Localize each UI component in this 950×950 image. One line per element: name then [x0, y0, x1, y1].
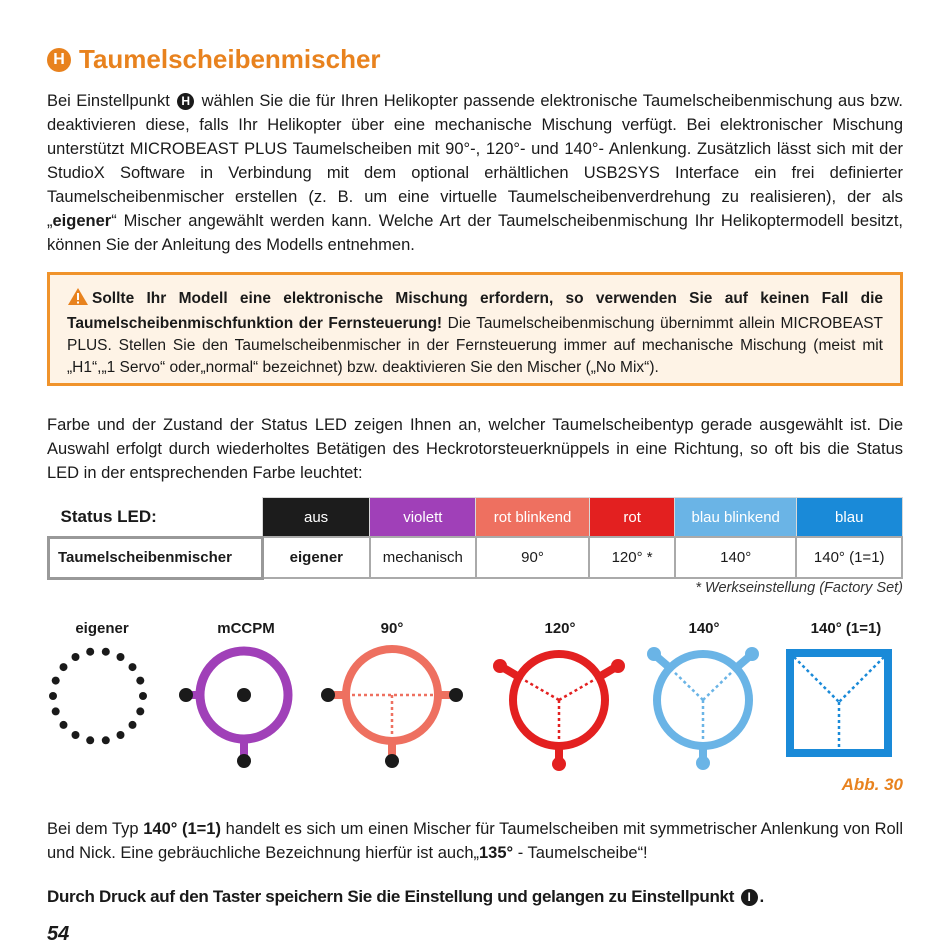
eigener-dot [60, 721, 68, 729]
final-instruction: Durch Druck auf den Taster speichern Sie die Einstellung und gelangen zu Einstellpunkt I . [47, 887, 764, 906]
page-number: 54 [47, 923, 70, 945]
factory-setting-note: * Werkseinstellung (Factory Set) [695, 580, 903, 596]
led-color-row [49, 498, 903, 538]
section-heading [47, 44, 381, 75]
ninety-servo-left [321, 688, 335, 702]
eigener-dot [72, 731, 80, 739]
eigener-dot [102, 648, 110, 656]
mixer-cell-120: 120° * [589, 537, 675, 578]
mccpm-servo-bottom [237, 754, 251, 768]
led-cell-blau-blinkend: blau blinkend [675, 498, 797, 538]
eigener-dot [136, 677, 144, 685]
onetwenty-servo-bottom [552, 757, 566, 771]
mixer-type-row [49, 537, 903, 578]
diagram-label-mccpm: mCCPM [217, 620, 275, 637]
eigener-dot [129, 721, 137, 729]
eigener-dot [136, 707, 144, 715]
eigener-dot [86, 648, 94, 656]
onefourty-line-left [670, 668, 703, 700]
square-line-left [794, 657, 839, 702]
diagram-label-90: 90° [380, 620, 404, 637]
warning-icon [67, 287, 89, 313]
eigener-dot [139, 692, 147, 700]
warning-text: Sollte Ihr Modell eine elektronische Mischung erfordern, so verwenden Sie auf keinen Fall die Taumelscheibenmischfunktion der Fernsteuerung! Die Taumelscheibenmischung übernimmt allein MICROBEAST PLUS. Stellen Sie den Taumelscheibenmischer in der Fernsteuerung immer auf mechanische Mischung (meist mit „H1“,„1 Servo“ oder„normal“ bezeichnet) bzw. deaktivieren Sie den Mischer („No Mix“). [67, 287, 883, 379]
eigener-dot [52, 707, 60, 715]
mixer-cell-mechanisch: mechanisch [370, 537, 476, 578]
mixer-label: Taumelscheibenmischer [49, 537, 263, 578]
status-led-label: Status LED: [60, 506, 157, 526]
heading-title: Taumelscheibenmischer [79, 44, 381, 74]
mccpm-servo-left [179, 688, 193, 702]
status-intro-paragraph: Farbe und der Zustand der Status LED zeigen Ihnen an, welcher Taumelscheibentyp gerade ausgewählt ist. Die Auswahl erfolgt durch wiederholtes Betätigen des Heckrotorsteuerknüppels in eine Richtung, so oft bis die Status LED in der entsprechenden Farbe leuchtet: [47, 416, 903, 482]
eigener-dot [60, 663, 68, 671]
led-cell-blau: blau [796, 498, 902, 538]
eigener-dot [72, 653, 80, 661]
diagram-label-eigener: eigener [75, 620, 129, 637]
warning-box [47, 272, 903, 386]
setup-point-badge-next: I [741, 889, 758, 906]
diagram-label-120: 120° [544, 620, 576, 637]
mixer-cell-140: 140° [675, 537, 797, 578]
eigener-dot [49, 692, 57, 700]
onefourty-line-right [703, 668, 736, 700]
ninety-servo-bottom [385, 754, 399, 768]
eigener-dot [102, 736, 110, 744]
onefourty-servo-left [647, 647, 661, 661]
eigener-dot [117, 731, 125, 739]
swashplate-90-diagram [316, 640, 466, 770]
mccpm-servo-center [237, 688, 251, 702]
setup-point-badge: H [47, 48, 71, 72]
onetwenty-line-right [559, 677, 599, 700]
swashplate-140-1to1-diagram [786, 640, 896, 756]
swashplate-mccpm-diagram [172, 640, 312, 770]
led-cell-aus: aus [262, 498, 370, 538]
mixer-cell-90: 90° [476, 537, 590, 578]
swashplate-140-diagram [640, 640, 770, 770]
onetwenty-servo-right [611, 659, 625, 673]
square-line-right [839, 657, 884, 702]
onetwenty-servo-left [493, 659, 507, 673]
diagram-label-140-1to1: 140° (1=1) [810, 620, 882, 637]
led-cell-violett: violett [370, 498, 476, 538]
swashplate-120-diagram [488, 640, 628, 770]
onefourty-servo-bottom [696, 756, 710, 770]
mixer-cell-eigener: eigener [262, 537, 370, 578]
eigener-dot [117, 653, 125, 661]
eigener-dot [52, 677, 60, 685]
eigener-dot [129, 663, 137, 671]
eigener-dot [86, 736, 94, 744]
led-cell-rot-blinkend: rot blinkend [476, 498, 590, 538]
status-led-table [47, 497, 903, 580]
intro-paragraph: Bei Einstellpunkt H wählen Sie die für Ihren Helikopter passende elektronische Taumelscheibenmischung aus bzw. deaktivieren diese, falls Ihr Helikopter über eine mechanische Mischung verfügt. Bei elektronischer Mischung unterstützt MICROBEAST PLUS Taumelscheiben mit 90°-, 120°- und 140°- Anlenkung. Zusätzlich lässt sich mit der StudioX Software in Verbindung mit dem optional erhältlichen USB2SYS Interface ein frei definierter Taumelscheibenmischer erstellen (z. B. um eine virtuelle Taumelscheibenverdrehung zu realisieren), der als „eigener“ Mischer angewählt werden kann. Welche Art der Taumelscheibenmischung Ihr Helikoptermodell besitzt, können Sie der Anleitung des Modells entnehmen. [47, 92, 903, 254]
setup-point-badge-inline: H [177, 93, 194, 110]
mixer-cell-140-1to1: 140° (1=1) [796, 537, 902, 578]
swashplate-eigener-diagram [48, 640, 152, 752]
onefourty-servo-right [745, 647, 759, 661]
onetwenty-line-left [519, 677, 559, 700]
ninety-servo-right [449, 688, 463, 702]
figure-caption: Abb. 30 [841, 775, 903, 794]
closing-paragraph: Bei dem Typ 140° (1=1) handelt es sich um einen Mischer für Taumelscheiben mit symmetrischer Anlenkung von Roll und Nick. Eine gebräuchliche Bezeichnung hierfür ist auch„135° - Taumelscheibe“! [47, 820, 903, 862]
diagram-label-140: 140° [688, 620, 720, 637]
led-cell-rot: rot [589, 498, 675, 538]
